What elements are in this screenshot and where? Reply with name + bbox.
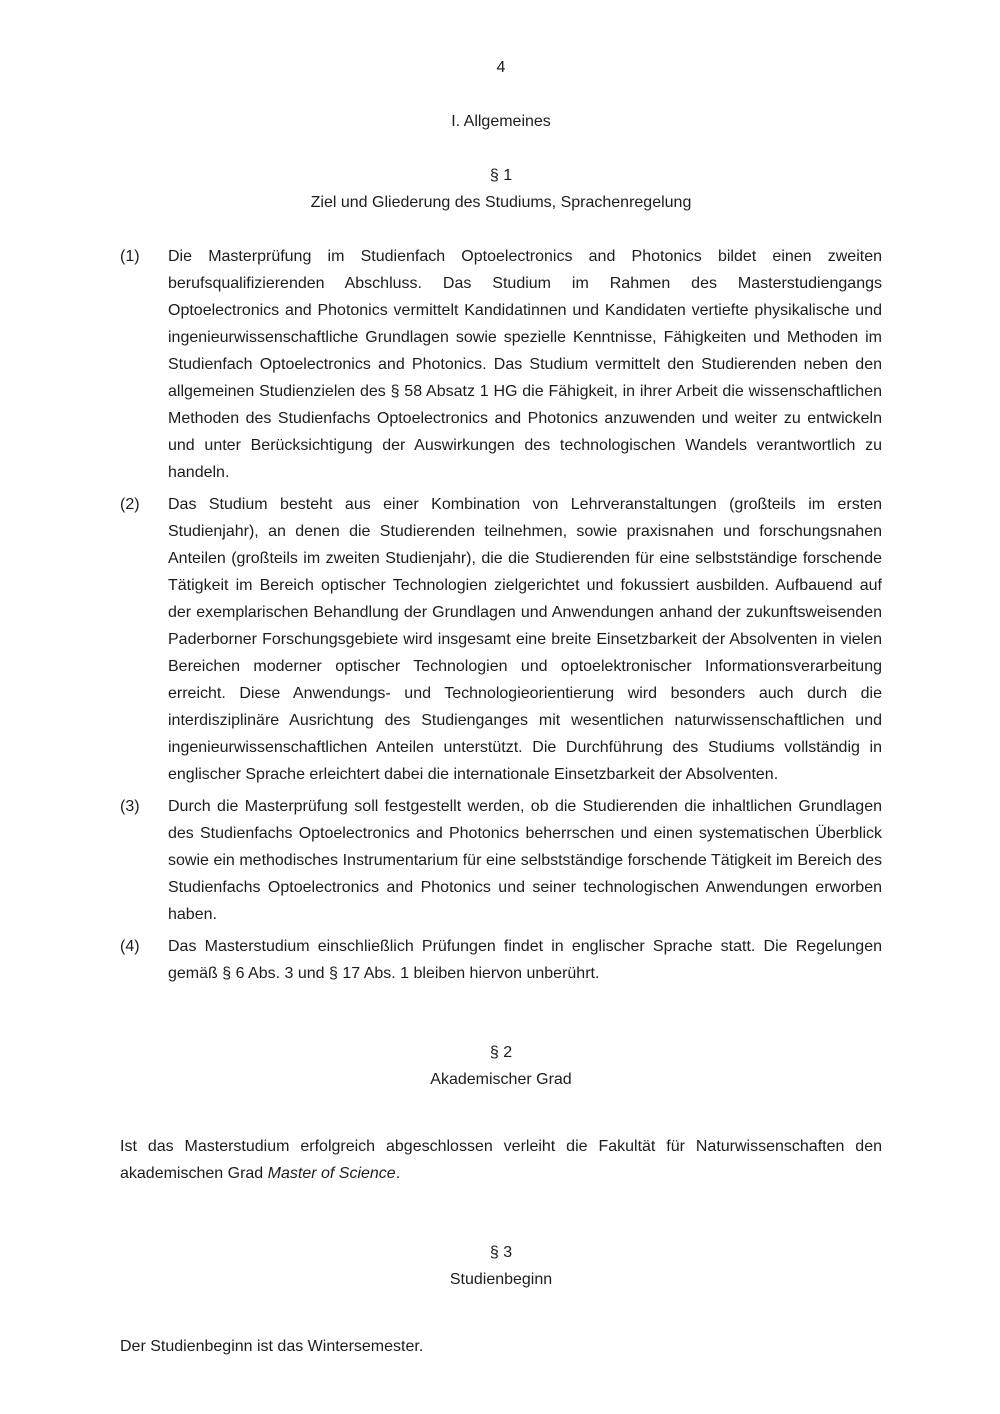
- paragraph-item-4: [120, 933, 882, 987]
- paragraph-marker: (2): [120, 496, 140, 513]
- section-2-subheading: Akademischer Grad: [430, 1071, 572, 1088]
- section-1-subheading: Ziel und Gliederung des Studiums, Sprachenregelung: [310, 194, 692, 211]
- paragraph-item-1: [120, 243, 882, 486]
- paragraph-text: Die Masterprüfung im Studienfach Optoelectronics and Photonics bildet einen zweiten berufsqualifizierenden Abschluss. Das Studium im Rahmen des Masterstudiengangs Optoelectronics and Photonics vermittelt Kandidatinnen und Kandidaten vertiefte physikalische und ingenieurwissenschaftliche Grundlagen sowie spezielle Kenntnisse, Fähigkeiten und Methoden im Studienfach Optoelectronics and Photonics. Das Studium vermittelt den Studierenden neben den allgemeinen Studienzielen des § 58 Absatz 1 HG die Fähigkeit, in ihrer Arbeit die wissenschaftlichen Methoden des Studienfachs Optoelectronics and Photonics anzuwenden und weiter zu entwickeln und unter Berücksichtigung der Auswirkungen des technologischen Wandels verantwortlich zu handeln.: [168, 248, 882, 481]
- section-1-heading: § 1: [489, 167, 513, 184]
- paragraph-marker: (3): [120, 798, 140, 815]
- section-paragraph-2: [120, 1039, 882, 1187]
- page-number: 4: [496, 59, 506, 76]
- section-3-head: [120, 1239, 882, 1293]
- section-3-body: Der Studienbeginn ist das Wintersemester.: [120, 1338, 424, 1355]
- section-paragraph-1: [120, 162, 882, 987]
- paragraph-marker: (1): [120, 248, 140, 265]
- chapter-heading: I. Allgemeines: [451, 113, 551, 130]
- section-2-body-text: Ist das Masterstudium erfolgreich abgeschlossen verleiht die Fakultät für Naturwissenschaften den akademischen Grad: [120, 1138, 882, 1182]
- paragraph-text: Das Studium besteht aus einer Kombination von Lehrveranstaltungen (großteils im ersten Studienjahr), an denen die Studierenden teilnehmen, sowie praxisnahen und forschungsnahen Anteilen (großteils im zweiten Studienjahr), die die Studierenden für eine selbstständige forschende Tätigkeit im Bereich optischer Technologien zielgerichtet und fokussiert ausbilden. Aufbauend auf der exemplarischen Behandlung der Grundlagen und Anwendungen anhand der zukunftsweisenden Paderborner Forschungsgebiete wird insgesamt eine breite Einsetzbarkeit der Absolventen in vielen Bereichen moderner optischer Technologien und optoelektronischer Informationsverarbeitung erreicht. Diese Anwendungs- und Technologieorientierung wird besonders auch durch die interdisziplinäre Ausrichtung des Studienganges mit wesentlichen naturwissenschaftlichen und ingenieurwissenschaftlichen Anteilen unterstützt. Die Durchführung des Studiums vollständig in englischer Sprache erleichtert dabei die internationale Einsetzbarkeit der Absolventen.: [168, 496, 882, 783]
- section-3-subheading: Studienbeginn: [449, 1271, 553, 1288]
- paragraph-item-2: [120, 491, 882, 788]
- section-2-body-degree-name: Master of Science: [267, 1165, 396, 1182]
- section-3-heading: § 3: [489, 1244, 513, 1261]
- section-2-head: [120, 1039, 882, 1093]
- section-2-body: [120, 1133, 882, 1187]
- paragraph-text: Durch die Masterprüfung soll festgestellt werden, ob die Studierenden die inhaltlichen Grundlagen des Studienfachs Optoelectronics and Photonics beherrschen und einen systematischen Überblick sowie ein methodisches Instrumentarium für eine selbstständige forschende Tätigkeit im Bereich des Studienfachs Optoelectronics and Photonics und seiner technologischen Anwendungen erworben haben.: [168, 798, 882, 923]
- section-paragraph-3: [120, 1239, 882, 1360]
- paragraph-marker: (4): [120, 938, 140, 955]
- section-1-paragraph-list: [120, 243, 882, 987]
- section-2-heading: § 2: [489, 1044, 513, 1061]
- section-2-body-period: .: [395, 1165, 401, 1182]
- section-1-head: [120, 162, 882, 216]
- paragraph-text: Das Masterstudium einschließlich Prüfungen findet in englischer Sprache statt. Die Regelungen gemäß § 6 Abs. 3 und § 17 Abs. 1 bleiben hiervon unberührt.: [168, 938, 882, 982]
- paragraph-item-3: [120, 793, 882, 928]
